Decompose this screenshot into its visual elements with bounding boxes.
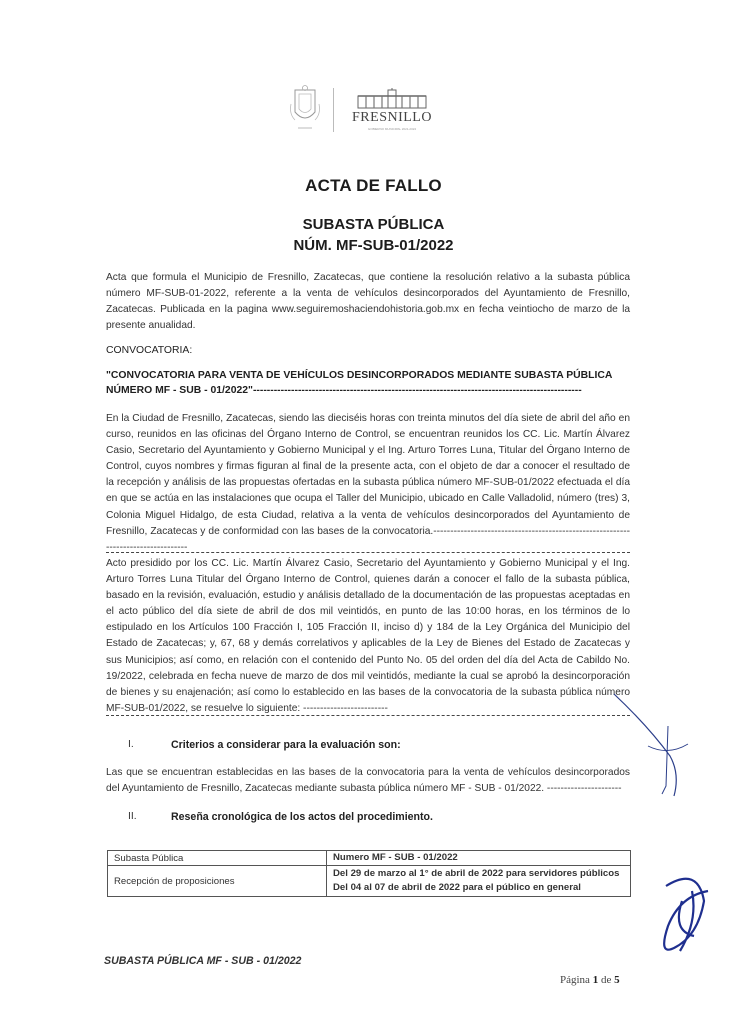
reception-dates-officials: Del 29 de marzo al 1° de abril de 2022 para servidores públicos: [333, 868, 620, 879]
page-number: [560, 974, 620, 986]
section-number: I.: [128, 739, 134, 750]
brand-name: FRESNILLO: [352, 110, 432, 125]
convocatoria-label: CONVOCATORIA:: [106, 345, 193, 356]
paragraph-meeting: En la Ciudad de Fresnillo, Zacatecas, siendo las dieciséis horas con treinta minutos del día siete de abril del año en curso, reunidos en las oficinas del Órgano Interno de Control, se encuentran reunidos los CC. Lic. Martín Álvarez Casio, Secretario del Ayuntamiento y Gobierno Municipal y el Ing. Arturo Torres Luna, Titular del Órgano Interno de Control, cuyos nombres y firmas figuran al final de la presente acta, con el objeto de dar a conocer el resultado de la recepción y análisis de las propuestas ofertadas en la subasta pública número MF-SUB-01/2022 efectuada el día en que se actúa en las instalaciones que ocupa el Taller del Municipio, ubicado en Calle Valladolid, número (tres) 3, Colonia Miguel Hidalgo, de esta Ciudad, relativa a la venta de vehículos desincorporados del Ayuntamiento de Fresnillo, Zacatecas y de conformidad con las bases de la convocatoria.----------------------------------------------------------------------------------: [106, 413, 630, 553]
municipal-seal-icon: [287, 84, 323, 134]
table-row: [108, 851, 631, 866]
brand-tagline: GOBIERNO MUNICIPAL 2021-2024: [367, 127, 417, 131]
dashed-divider: [106, 715, 630, 716]
reception-dates-public: Del 04 al 07 de abril de 2022 para el público en general: [333, 882, 581, 893]
table-row: [108, 866, 631, 897]
table-cell-value: Numero MF - SUB - 01/2022: [327, 851, 631, 866]
paragraph-criteria: Las que se encuentran establecidas en las bases de la convocatoria para la venta de vehículos desincorporados del Ayuntamiento de Fresnillo, Zacatecas mediante subasta pública número MF - SUB - 01/2022. ----------------------: [106, 767, 630, 795]
table-cell-label: Recepción de proposiciones: [108, 866, 327, 897]
logo-divider: [333, 88, 334, 132]
intro-paragraph: Acta que formula el Municipio de Fresnillo, Zacatecas, que contiene la resolución relativo a la subasta pública número MF-SUB-01-2022, referente a la venta de vehículos desincorporados del Ayuntamiento de Fresnillo, Zacatecas. Publicada en la pagina www.seguiremoshaciendohistoria.gob.mx en fecha veintiocho de marzo de la presente anualidad.: [106, 272, 630, 332]
page-total: 5: [614, 974, 620, 986]
page-of: de: [600, 974, 612, 986]
table-cell-value: [327, 866, 631, 897]
table-cell-label: Subasta Pública: [108, 851, 327, 866]
footer-reference: SUBASTA PÚBLICA MF - SUB - 01/2022: [104, 955, 302, 967]
convocatoria-title: "CONVOCATORIA PARA VENTA DE VEHÍCULOS DESINCORPORADOS MEDIANTE SUBASTA PÚBLICA NÚMERO MF - SUB - 01/2022"-----------------------------------------------------------------------------------------------: [106, 370, 613, 396]
section-heading: Reseña cronológica de los actos del procedimiento.: [171, 811, 433, 823]
dashed-divider: [106, 552, 630, 553]
document-subtitle: SUBASTA PÚBLICA: [302, 216, 445, 233]
fresnillo-building-logo-icon: [350, 88, 434, 134]
page-current: 1: [592, 974, 599, 986]
section-number: II.: [128, 811, 137, 822]
handwritten-signature: [608, 686, 718, 986]
page-prefix: Página: [560, 974, 590, 986]
procedure-table: [107, 850, 631, 897]
document-title: ACTA DE FALLO: [305, 176, 442, 195]
document-number: NÚM. MF-SUB-01/2022: [293, 237, 454, 254]
paragraph-act: Acto presidido por los CC. Lic. Martín Álvarez Casio, Secretario del Ayuntamiento y Gobierno Municipal y el Ing. Arturo Torres Luna Titular del Órgano Interno de Control, quienes darán a conocer el fallo de la subasta pública, basado en la revisión, evaluación, estudio y análisis detallado de la documentación de las propuestas aceptadas en el acto público del día siete de abril de dos mil veintidós, en punto de las 10:00 horas, en los términos de lo estipulado en los Artículos 100 Fracción I, 105 Fracción II, inciso d) y 184 de la Ley Orgánica del Municipio del Estado de Zacatecas; y, 67, 68 y demás correlativos y aplicables de la Ley de Bienes del Estado de Zacatecas y sus Municipios; así como, en relación con el contenido del Punto No. 05 del orden del día del Acta de Cabildo No. 19/2022, celebrada en fecha nueve de marzo de dos mil veintidós, mediante la cual se aprobó la desincorporación de bienes y su enajenación; así como lo establecido en las bases de la convocatoria de la subasta pública número MF-SUB-01/2022, se resuelve lo siguiente: -------------------------: [106, 558, 630, 714]
section-heading: Criterios a considerar para la evaluación son:: [171, 739, 401, 751]
